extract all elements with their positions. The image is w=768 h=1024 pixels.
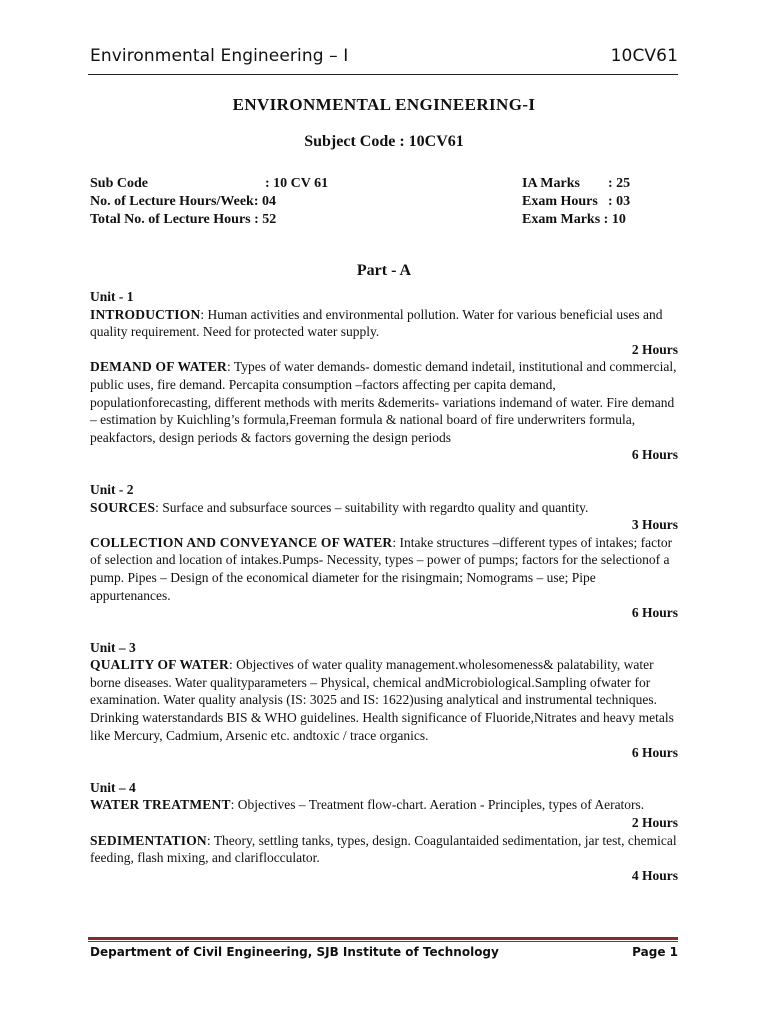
sub-code-value: : 10 CV 61 [265, 176, 329, 191]
topic-paragraph [90, 306, 678, 341]
lecture-hours-week: No. of Lecture Hours/Week: 04 [90, 194, 276, 209]
unit-label: Unit - 1 [90, 289, 134, 304]
topic-hours: 2 Hours [631, 341, 678, 357]
topic-paragraph [90, 796, 678, 814]
header-course-title: Environmental Engineering – I [90, 46, 349, 66]
topic-hours: 2 Hours [631, 815, 678, 831]
topic-heading: QUALITY OF WATER [90, 657, 229, 673]
topic-text: : Human activities and environmental pollution. Water for various beneficial uses and quality requirement. Need for protected water supply. [90, 306, 663, 340]
footer-divider [88, 937, 678, 940]
topic-paragraph [90, 534, 678, 604]
total-lecture-hours: Total No. of Lecture Hours : 52 [90, 212, 277, 227]
topic-paragraph [90, 358, 678, 446]
topic-text: : Objectives – Treatment flow-chart. Aeration - Principles, types of Aerators. [230, 797, 645, 813]
unit-label: Unit – 3 [90, 639, 136, 655]
meta-row [90, 211, 678, 229]
topic-text: : Types of water demands- domestic demand indetail, institutional and commercial, public uses, fire demand. Percapita consumption –factors affecting per capita demand, populationforecasting, different methods with merits &demerits- variations indemand of water. Fire demand – estimation by Kuichling’s formula,Freeman formula & national board of fire underwriters formula, peakfactors, design periods & factors governing the design periods [90, 359, 677, 445]
topic-hours: 4 Hours [631, 867, 678, 883]
running-footer [90, 945, 678, 959]
topic-heading: SEDIMENTATION [90, 832, 207, 848]
topic-heading: WATER TREATMENT [90, 797, 231, 813]
footer-divider-thin [88, 941, 678, 942]
topic-hours: 6 Hours [631, 745, 678, 761]
syllabus-content [90, 288, 678, 884]
meta-row [90, 175, 678, 193]
topic-text: : Objectives of water quality management.wholesomeness& palatability, water borne diseases. Water qualityparameters – Physical, chemical andMicrobiological.Sampling ofwater for examination. Water quality analysis (IS: 3025 and IS: 1622)using analytical and instrumental techniques. Drinking waterstandards BIS & WHO guidelines. Health significance of Fluoride,Nitrates and heavy metals like Mercury, Cadmium, Arsenic etc. andtoxic / trace organics. [90, 657, 674, 743]
topic-hours: 3 Hours [631, 517, 678, 533]
exam-hours-value: : 03 [608, 194, 631, 209]
running-header [90, 46, 678, 66]
topic-heading: SOURCES [90, 499, 156, 515]
topic-hours: 6 Hours [631, 605, 678, 621]
topic-heading: DEMAND OF WATER [90, 359, 228, 375]
unit-label: Unit - 2 [90, 481, 134, 497]
topic-text: : Theory, settling tanks, types, design. Coagulantaided sedimentation, jar test, chemical feeding, flash mixing, and clariflocculator. [90, 832, 677, 866]
part-title: Part - A [356, 262, 412, 279]
topic-text: : Intake structures –different types of intakes; factor of selection and location of intakes.Pumps- Necessity, types – power of pumps; factors for the selectionof a pump. Pipes – Design of the economical diameter for the risingmain; Nomograms – use; Pipe appurtenances. [90, 534, 673, 603]
footer-department: Department of Civil Engineering, SJB Institute of Technology [90, 945, 499, 959]
exam-hours-label: Exam Hours [522, 194, 598, 209]
topic-text: : Surface and subsurface sources – suitability with regardto quality and quantity. [155, 499, 589, 515]
subject-code: Subject Code : 10CV61 [304, 133, 464, 150]
topic-paragraph [90, 499, 678, 517]
ia-marks-value: : 25 [608, 176, 631, 191]
sub-code-label: Sub Code [90, 176, 148, 191]
page-number: Page 1 [632, 945, 678, 959]
header-course-code: 10CV61 [610, 46, 678, 66]
topic-hours: 6 Hours [631, 447, 678, 463]
topic-heading: COLLECTION AND CONVEYANCE OF WATER [90, 534, 393, 550]
meta-row [90, 193, 678, 211]
topic-paragraph [90, 656, 678, 744]
ia-marks-label: IA Marks [522, 176, 580, 191]
course-meta [90, 175, 678, 229]
exam-marks: Exam Marks : 10 [522, 212, 626, 227]
topic-paragraph [90, 832, 678, 867]
unit-label: Unit – 4 [90, 779, 136, 795]
header-divider [88, 74, 678, 75]
topic-heading: INTRODUCTION [90, 306, 201, 322]
page-title: ENVIRONMENTAL ENGINEERING-I [232, 95, 536, 114]
